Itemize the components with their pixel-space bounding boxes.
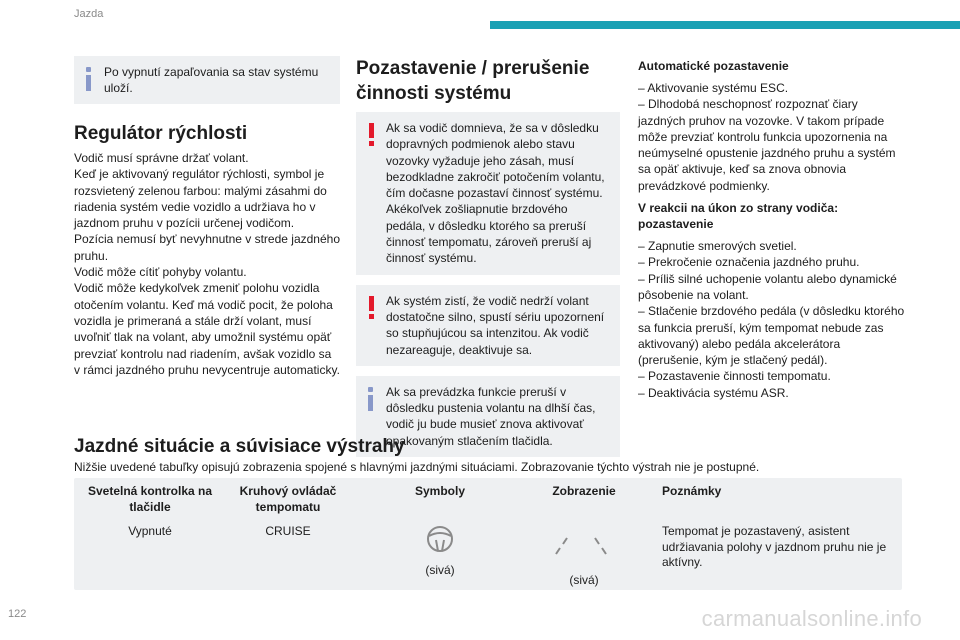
section-title-suspension: Pozastavenie / prerušenie činnosti systému bbox=[356, 58, 590, 104]
list-item: – Pozastavenie činnosti tempomatu. bbox=[638, 369, 831, 384]
list-item: – Prekročenie označenia jazdného pruhu. bbox=[638, 255, 860, 270]
situations-table bbox=[74, 478, 902, 590]
paragraph: Vodič musí správne držať volant. bbox=[74, 151, 249, 165]
list-item: – Dlhodobá neschopnosť rozpoznať čiary jazdných pruhov na vozovke. V takom prípade môže prevziať kontrolu funkcia upozornenia na neúmyselné opustenie jazdného pruhu a systém sa opäť aktivuje, keď sa znova obnovia prevádzkové podmienky. bbox=[638, 97, 896, 193]
cell-note: Tempomat je pozastavený, asistent udržiavania polohy v jazdnom pruhu nie je aktívny. bbox=[662, 524, 887, 569]
cruise-body bbox=[74, 150, 340, 378]
warning-text: Ak systém zistí, že vodič nedrží volant dostatočne silno, spustí sériu upozornení so stupňujúcou sa intenzitou. Ak vodič nezareaguje, deaktivuje sa. bbox=[386, 293, 605, 357]
table-header: Zobrazenie bbox=[552, 484, 616, 498]
warning-text: Akékoľvek zošliapnutie brzdového pedála, v dôsledku ktorého sa preruší činnosť tempomatu, zároveň preruší aj činnosť systému. bbox=[386, 202, 592, 266]
column-3 bbox=[638, 56, 906, 401]
info-icon bbox=[368, 387, 373, 411]
steering-wheel-lane-icon bbox=[424, 524, 456, 554]
paragraph: Keď je aktivovaný regulátor rýchlosti, symbol je rozsvietený zelenou farbou: malými zásahmi do riadenia systém vedie vozidlo a udržiava ho v jazdnom pruhu v pozícii určenej vodičom. bbox=[74, 167, 327, 231]
table-header: Kruhový ovládač tempomatu bbox=[239, 484, 337, 514]
warning-note-2 bbox=[356, 285, 620, 366]
cell-symbol-caption: (sivá) bbox=[425, 563, 455, 577]
header-section-label: Jazda bbox=[74, 8, 104, 20]
list-item: – Aktivovanie systému ESC. bbox=[638, 81, 789, 95]
info-note-text: Po vypnutí zapaľovania sa stav systému uloží. bbox=[104, 65, 319, 96]
warning-icon bbox=[369, 123, 374, 147]
info-note bbox=[74, 56, 340, 104]
list-item: – Zapnutie smerových svetiel. bbox=[638, 239, 797, 254]
list-item: – Stlačenie brzdového pedála (v dôsledku ktorého sa funkcia preruší, kým tempomat nebude zas aktivovaný) alebo pedála akcelerátora (prerušenie, kým je stlačený pedál). bbox=[638, 304, 905, 368]
section-title-situations: Jazdné situácie a súvisiace výstrahy bbox=[74, 436, 405, 457]
driver-action-title: V reakcii na úkon zo strany vodiča: pozastavenie bbox=[638, 201, 839, 232]
situations-intro: Nižšie uvedené tabuľky opisujú zobrazenia spojené s hlavnými jazdnými situáciami. Zobrazovanie týchto výstrah nie je postupné. bbox=[74, 460, 760, 474]
cell-lamp: Vypnuté bbox=[128, 524, 172, 538]
paragraph: Vodič môže cítiť pohyby volantu. bbox=[74, 265, 247, 280]
cell-dial: CRUISE bbox=[265, 524, 311, 538]
page-number: 122 bbox=[8, 608, 27, 620]
cell-display-caption: (sivá) bbox=[569, 573, 599, 587]
paragraph: Vodič môže kedykoľvek zmeniť polohu vozidla otočením volantu. Keď má vodič pocit, že poloha vozidla je primeraná a stále drží volant, musí uvoľniť tlak na volant, aby umožnil systému opäť prevziať kontrolu nad riadením, avšak vozidlo sa v rámci jazdného pruhu nevycentruje automaticky. bbox=[74, 281, 340, 377]
warning-note-1 bbox=[356, 112, 620, 275]
table-header: Svetelná kontrolka na tlačidle bbox=[87, 484, 213, 514]
list-item: – Príliš silné uchopenie volantu alebo dynamické pôsobenie na volant. bbox=[638, 271, 897, 302]
auto-suspension-list bbox=[638, 80, 906, 194]
driver-action-list bbox=[638, 238, 906, 401]
watermark: carmanualsonline.info bbox=[701, 606, 922, 631]
list-item: – Deaktivácia systému ASR. bbox=[638, 385, 789, 400]
warning-icon bbox=[369, 296, 374, 320]
column-1 bbox=[74, 56, 340, 378]
paragraph: Pozícia nemusí byť nevyhnutne v strede jazdného pruhu. bbox=[74, 232, 340, 263]
info-text: Ak sa prevádzka funkcie preruší v dôsledku pustenia volantu na dlhší čas, vodič ju bude musieť znova aktivovať opakovaným stlačením tlačidla. bbox=[386, 384, 596, 448]
table-header: Poznámky bbox=[662, 484, 722, 498]
lane-lines-icon bbox=[548, 536, 614, 558]
table-header: Symboly bbox=[414, 484, 465, 498]
auto-suspension-title: Automatické pozastavenie bbox=[638, 59, 789, 73]
column-2 bbox=[356, 56, 620, 457]
section-title-cruise: Regulátor rýchlosti bbox=[74, 123, 248, 144]
warning-text: Ak sa vodič domnieva, že sa v dôsledku dopravných podmienok alebo stavu vozovky vyžaduje jeho zásah, musí bezodkladne zakročiť potočením volantu, čím dočasne pozastaví činnosť systému. bbox=[386, 121, 605, 201]
info-icon bbox=[86, 67, 91, 91]
header-accent-bar bbox=[490, 21, 960, 29]
